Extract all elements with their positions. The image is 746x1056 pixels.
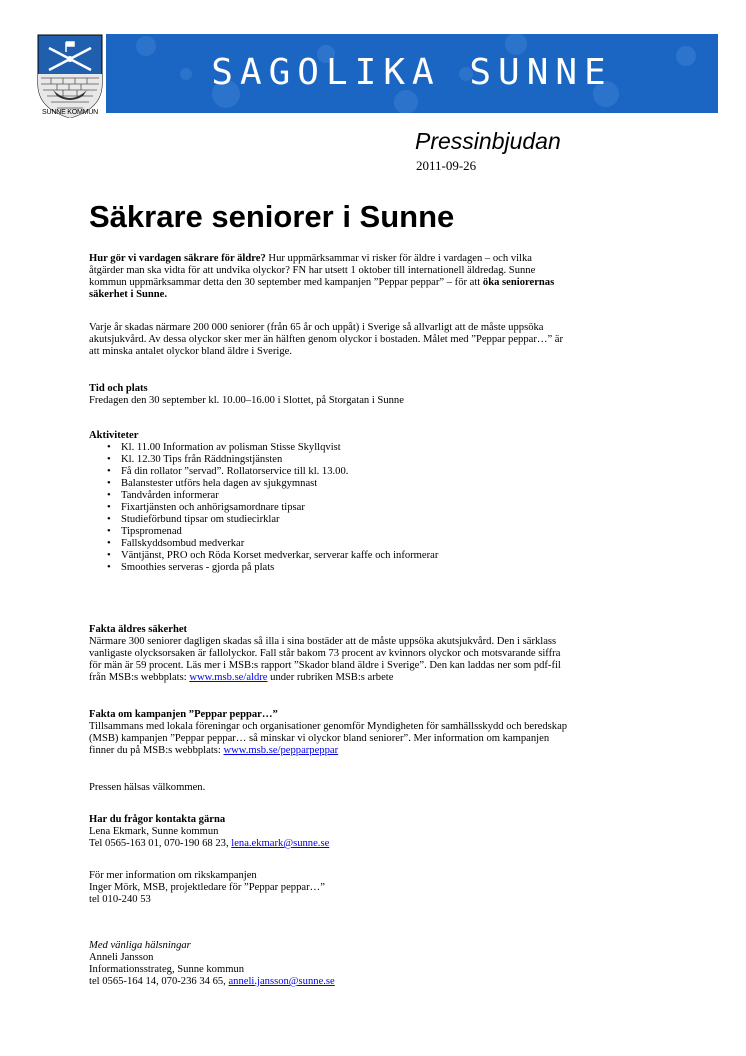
contact-section — [89, 814, 669, 850]
list-item: • Väntjänst, PRO och Röda Korset medverkar, serverar kaffe och informerar — [89, 550, 438, 562]
section-heading: Har du frågor kontakta gärna — [89, 814, 226, 825]
signoff-title: Informationsstrateg, Sunne kommun — [89, 964, 245, 975]
intro-line: Hur uppmärksammar vi risker för äldre i vardagen – och vilka — [265, 253, 532, 264]
document-type: Pressinbjudan — [415, 128, 561, 154]
welcome-text: Pressen hälsas välkommen. — [89, 782, 206, 793]
banner-title: SAGOLIKA SUNNE — [211, 52, 613, 93]
section-heading: Fakta om kampanjen ”Peppar peppar…” — [89, 709, 278, 720]
sagolika-sunne-banner — [106, 34, 718, 113]
list-item: • Balanstester utförs hela dagen av sjukgymnast — [89, 478, 438, 490]
paragraph-line: tel 010-240 53 — [89, 894, 151, 905]
msb-pepparpeppar-link[interactable]: www.msb.se/pepparpeppar — [223, 745, 339, 756]
section-heading: Tid och plats — [89, 383, 148, 394]
paragraph-line: För mer information om rikskampanjen — [89, 870, 257, 881]
time-place-section — [89, 383, 669, 407]
section-heading: Fakta äldres säkerhet — [89, 624, 188, 635]
signoff-phone: tel 0565-164 14, 070-236 34 65, — [89, 976, 229, 987]
paragraph-line: Närmare 300 seniorer dagligen skadas så illa i sina bostäder att de måste uppsöka akutsjukvård. Den i särklass — [89, 636, 557, 647]
municipality-crest-logo — [37, 34, 103, 118]
paragraph-line: (MSB) kampanjen ”Peppar peppar… så minskar vi olyckor bland seniorer”. Mer information om kampanjen — [89, 733, 550, 744]
msb-aldre-link[interactable]: www.msb.se/aldre — [189, 672, 268, 683]
paragraph-line: Varje år skadas närmare 200 000 seniorer (från 65 år och uppåt) i Sverige så allvarligt att de måste uppsöka — [89, 322, 544, 333]
page-title: Säkrare seniorer i Sunne — [89, 199, 455, 234]
signoff-name: Anneli Jansson — [89, 952, 154, 963]
document-date: 2011-09-26 — [416, 158, 477, 173]
list-item: • Tandvården informerar — [89, 490, 438, 502]
paragraph-line: att minska antalet olyckor bland äldre i Sverige. — [89, 346, 292, 357]
intro-line: kommun uppmärksammar detta den 30 september med kampanjen ”Peppar peppar” – för att — [89, 277, 483, 288]
list-item: • Kl. 12.30 Tips från Räddningstjänsten — [89, 454, 438, 466]
intro-bold: säkerhet i Sunne. — [89, 289, 167, 300]
paragraph-line: för män är 59 procent. Läs mer i MSB:s rapport ”Skador bland äldre i Sverige”. Den kan laddas ner som pdf-fil — [89, 660, 561, 671]
list-item: • Tipspromenad — [89, 526, 438, 538]
section-heading: Aktiviteter — [89, 430, 139, 441]
list-item: • Kl. 11.00 Information av polisman Stisse Skyllqvist — [89, 442, 438, 454]
signoff-greeting: Med vänliga hälsningar — [89, 940, 191, 951]
intro-lead: Hur gör vi vardagen säkrare för äldre? — [89, 253, 266, 264]
activities-heading — [89, 430, 669, 442]
contact-phone: Tel 0565-163 01, 070-190 68 23, — [89, 838, 232, 849]
paragraph-line: finner du på MSB:s webbplats: — [89, 745, 224, 756]
list-item: • Fixartjänsten och anhörigsamordnare tipsar — [89, 502, 438, 514]
activities-list — [89, 442, 438, 574]
time-place-text: Fredagen den 30 september kl. 10.00–16.00 i Slottet, på Storgatan i Sunne — [89, 395, 404, 406]
contact-email-link[interactable]: lena.ekmark@sunne.se — [231, 838, 330, 849]
paragraph-line: under rubriken MSB:s arbete — [267, 672, 394, 683]
facts-safety-section — [89, 624, 669, 684]
national-campaign-contact — [89, 870, 669, 906]
facts-campaign-section — [89, 709, 669, 757]
municipality-name: SUNNE KOMMUN — [42, 109, 98, 116]
signoff-email-link[interactable]: anneli.jansson@sunne.se — [228, 976, 335, 987]
signoff-section — [89, 940, 669, 988]
intro-line: åtgärder man ska vidta för att undvika olyckor? FN har utsett 1 oktober till internationell äldredag. Sunne — [89, 265, 536, 276]
paragraph-line: akutsjukvård. Av dessa olyckor sker mer än hälften genom olyckor i bostaden. Målet med ”Peppar peppar…” är — [89, 334, 564, 345]
paragraph-line: Inger Mörk, MSB, projektledare för ”Peppar peppar…” — [89, 882, 325, 893]
list-item: • Fallskyddsombud medverkar — [89, 538, 438, 550]
intro-bold: öka seniorernas — [482, 277, 555, 288]
paragraph-line: vanligaste olycksorsaken är fallolyckor. Fall står bakom 73 procent av kvinnors olyckor och motsvarande siffra — [89, 648, 561, 659]
contact-name: Lena Ekmark, Sunne kommun — [89, 826, 219, 837]
list-item: • Få din rollator ”servad”. Rollatorservice till kl. 13.00. — [89, 466, 438, 478]
list-item: • Studieförbund tipsar om studiecirklar — [89, 514, 438, 526]
intro-paragraph — [89, 253, 669, 301]
statistics-paragraph — [89, 322, 669, 358]
list-item: • Smoothies serveras - gjorda på plats — [89, 562, 438, 574]
paragraph-line: Tillsammans med lokala föreningar och organisationer genomför Myndigheten för samhällsskydd och beredskap — [89, 721, 568, 732]
paragraph-line: från MSB:s webbplats: — [89, 672, 190, 683]
